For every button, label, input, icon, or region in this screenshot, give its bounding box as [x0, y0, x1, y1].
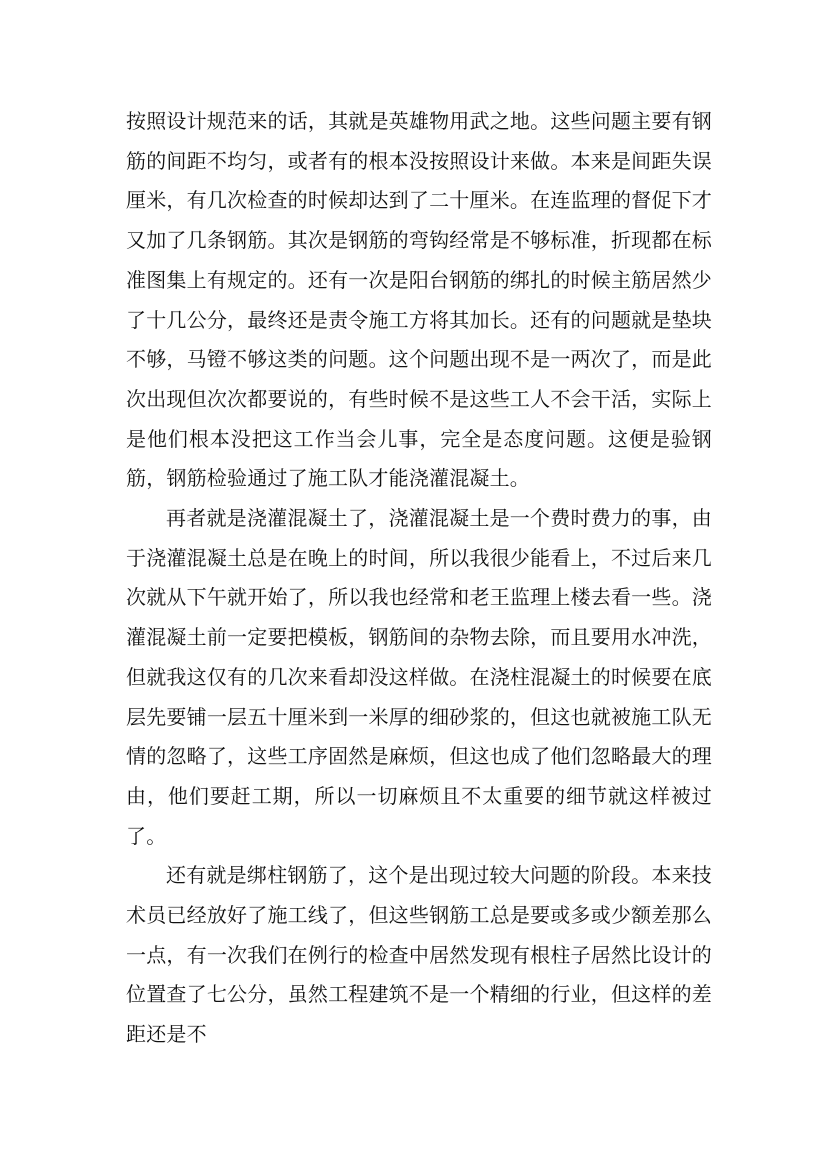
document-body	[126, 102, 712, 1055]
paragraph-3: 还有就是绑柱钢筋了，这个是出现过较大问题的阶段。本来技术员已经放好了施工线了，但这些钢筋工总是要或多或少额差那么一点，有一次我们在例行的检查中居然发现有根柱子居然比设计的位置查了七公分，虽然工程建筑不是一个精细的行业，但这样的差距还是不	[126, 863, 712, 1047]
paragraph-2: 再者就是浇灌混凝土了，浇灌混凝土是一个费时费力的事，由于浇灌混凝土总是在晚上的时间，所以我很少能看上，不过后来几次就从下午就开始了，所以我也经常和老王监理上楼去看一些。浇灌混凝土前一定要把模板，钢筋间的杂物去除，而且要用水冲洗，但就我这仅有的几次来看却没这样做。在浇柱混凝土的时候要在底层先要铺一层五十厘米到一米厚的细砂浆的，但这也就被施工队无情的忽略了，这些工序固然是麻烦，但这也成了他们忽略最大的理由，他们要赶工期，所以一切麻烦且不太重要的细节就这样被过了。	[126, 506, 712, 848]
paragraph-1: 按照设计规范来的话，其就是英雄物用武之地。这些问题主要有钢筋的间距不均匀，或者有的根本没按照设计来做。本来是间距失误厘米，有几次检查的时候却达到了二十厘米。在连监理的督促下才又加了几条钢筋。其次是钢筋的弯钩经常是不够标准，折现都在标准图集上有规定的。还有一次是阳台钢筋的绑扎的时候主筋居然少了十几公分，最终还是责令施工方将其加长。还有的问题就是垫块不够，马镫不够这类的问题。这个问题出现不是一两次了，而是此次出现但次次都要说的，有些时候不是这些工人不会干活，实际上是他们根本没把这工作当会儿事，完全是态度问题。这便是验钢筋，钢筋检验通过了施工队才能浇灌混凝土。	[126, 109, 712, 491]
